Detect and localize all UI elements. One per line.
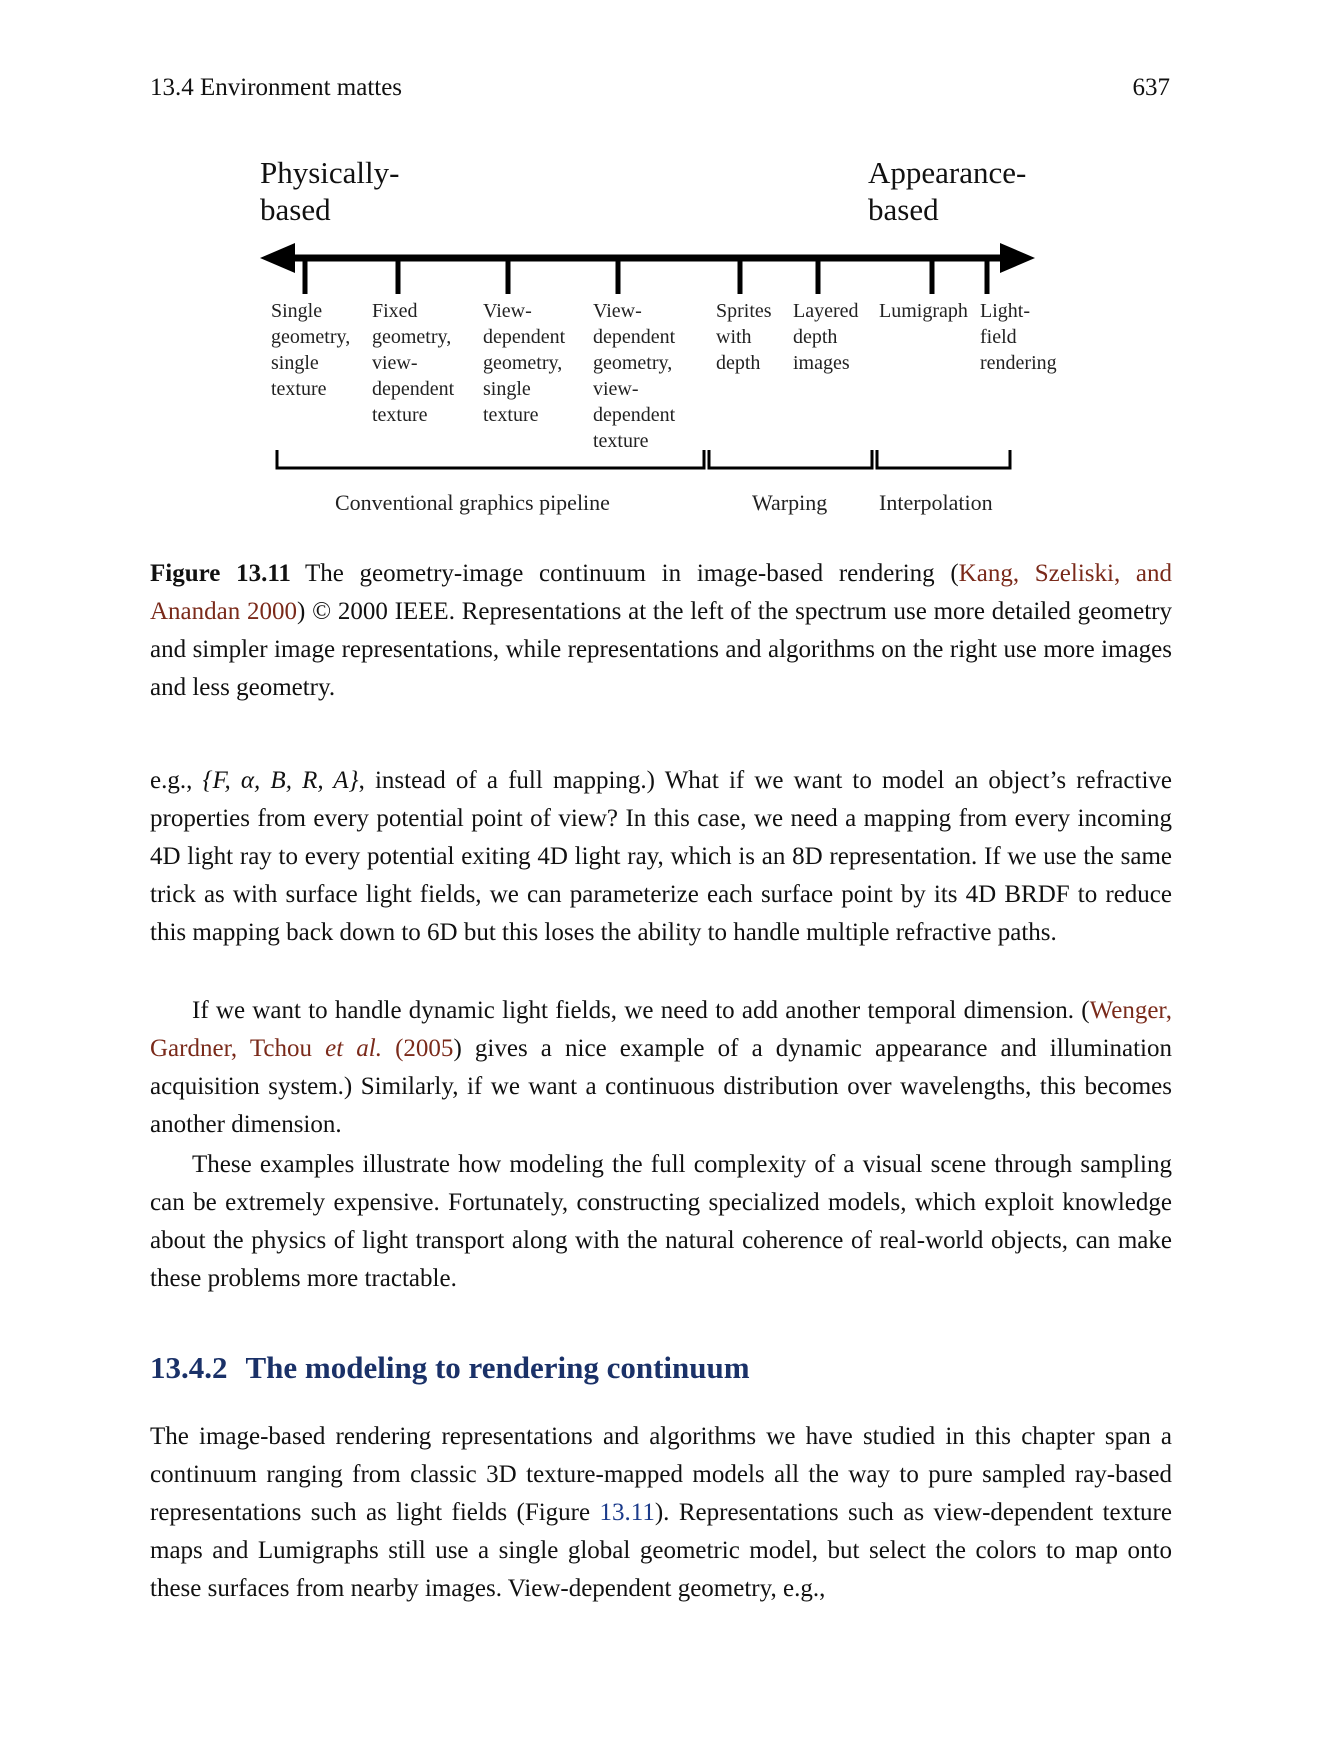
para1-text: , instead of a full mapping.) What if we want to model an object’s refractive properties from every potential point of view? In this case, we need a mapping from every incoming 4D light ray to every potential exiting 4D light ray, which is an 8D representation. If we use the same trick as with surface light fields, we can parameterize each surface point by its 4D BRDF to reduce this mapping back down to 6D but this loses the ability to handle multiple refractive paths.	[150, 767, 1172, 946]
left-arrowhead	[260, 243, 295, 273]
rep-label-vd-geometry-single: View- dependent geometry, single texture	[483, 300, 566, 426]
rep-label-layered-depth: Layered depth images	[793, 300, 859, 374]
rep-label-lumigraph: Lumigraph	[879, 300, 968, 322]
caption-citation[interactable]: Kang, Szeliski, and Anandan 2000	[150, 560, 1172, 625]
figure-caption	[150, 555, 1172, 707]
caption-text-1: The geometry-image continuum in image-based rendering (	[304, 560, 959, 587]
bracket-interpolation	[877, 450, 1010, 468]
rep-label-sprites: Sprites with depth	[716, 300, 772, 374]
figure-number: Figure 13.11	[150, 560, 291, 587]
page-number: 637	[1132, 74, 1170, 101]
paragraph-4	[150, 1418, 1172, 1608]
rep-label-fixed-geometry: Fixed geometry, view- dependent texture	[372, 300, 455, 426]
rep-label-single-geometry: Single geometry, single texture	[271, 300, 351, 400]
pole-label-appearance-based: Appearance- based	[868, 155, 1027, 227]
continuum-axis	[0, 0, 1325, 540]
group-label-warping: Warping	[752, 490, 828, 515]
para3-text: These examples illustrate how modeling the full complexity of a visual scene through sampling can be extremely expensive. Fortunately, constructing specialized models, which exploit knowledge about the physics of light transport along with the natural coherence of real-world objects, can make these problems more tractable.	[150, 1151, 1172, 1292]
section-number: 13.4.2	[150, 1350, 228, 1385]
para4-text-2: ). Representations such as view-dependent texture maps and Lumigraphs still use a single global geometric model, but select the colors to map onto these surfaces from nearby images. View-dependent geometry, e.g.,	[150, 1499, 1172, 1602]
paragraph-3	[150, 1146, 1172, 1298]
para2-citation-year[interactable]: (2005	[381, 1035, 454, 1062]
pole-label-physically-based: Physically- based	[260, 155, 400, 227]
para2-text-1: If we want to handle dynamic light fields, we need to add another temporal dimension. (	[192, 997, 1090, 1024]
group-label-interpolation: Interpolation	[879, 490, 993, 515]
para1-lead: e.g.,	[150, 767, 203, 794]
right-arrowhead	[1000, 243, 1035, 273]
running-header-section: 13.4 Environment mattes	[150, 74, 403, 101]
section-title: The modeling to rendering continuum	[245, 1350, 750, 1385]
para2-text-2: ) gives a nice example of a dynamic appearance and illumination acquisition system.) Similarly, if we want a continuous distribution over wavelengths, this becomes another dimension.	[150, 1035, 1172, 1138]
figure-cross-reference[interactable]: 13.11	[599, 1499, 655, 1526]
rep-label-light-field: Light- field rendering	[980, 300, 1057, 374]
figure-13-11	[0, 0, 1325, 540]
para4-text-1: The image-based rendering representations and algorithms we have studied in this chapter span a continuum ranging from classic 3D texture-mapped models all the way to pure sampled ray-based representations such as light fields (Figure	[150, 1423, 1172, 1526]
para1-math: {F, α, B, R, A}	[202, 767, 359, 794]
paragraph-2	[150, 992, 1172, 1144]
para2-citation-etal[interactable]: et al.	[325, 1035, 382, 1062]
paragraph-1	[150, 762, 1172, 952]
bracket-warping	[709, 450, 872, 468]
para2-citation-authors[interactable]: Wenger, Gardner, Tchou	[150, 997, 1172, 1062]
section-heading	[150, 1350, 750, 1386]
caption-text-2: ) © 2000 IEEE. Representations at the left of the spectrum use more detailed geometry and simpler image representations, while representations and algorithms on the right use more images and less geometry.	[150, 598, 1172, 701]
group-label-conventional: Conventional graphics pipeline	[335, 490, 610, 515]
rep-label-vd-geometry-vd: View- dependent geometry, view- dependent texture	[593, 300, 676, 452]
